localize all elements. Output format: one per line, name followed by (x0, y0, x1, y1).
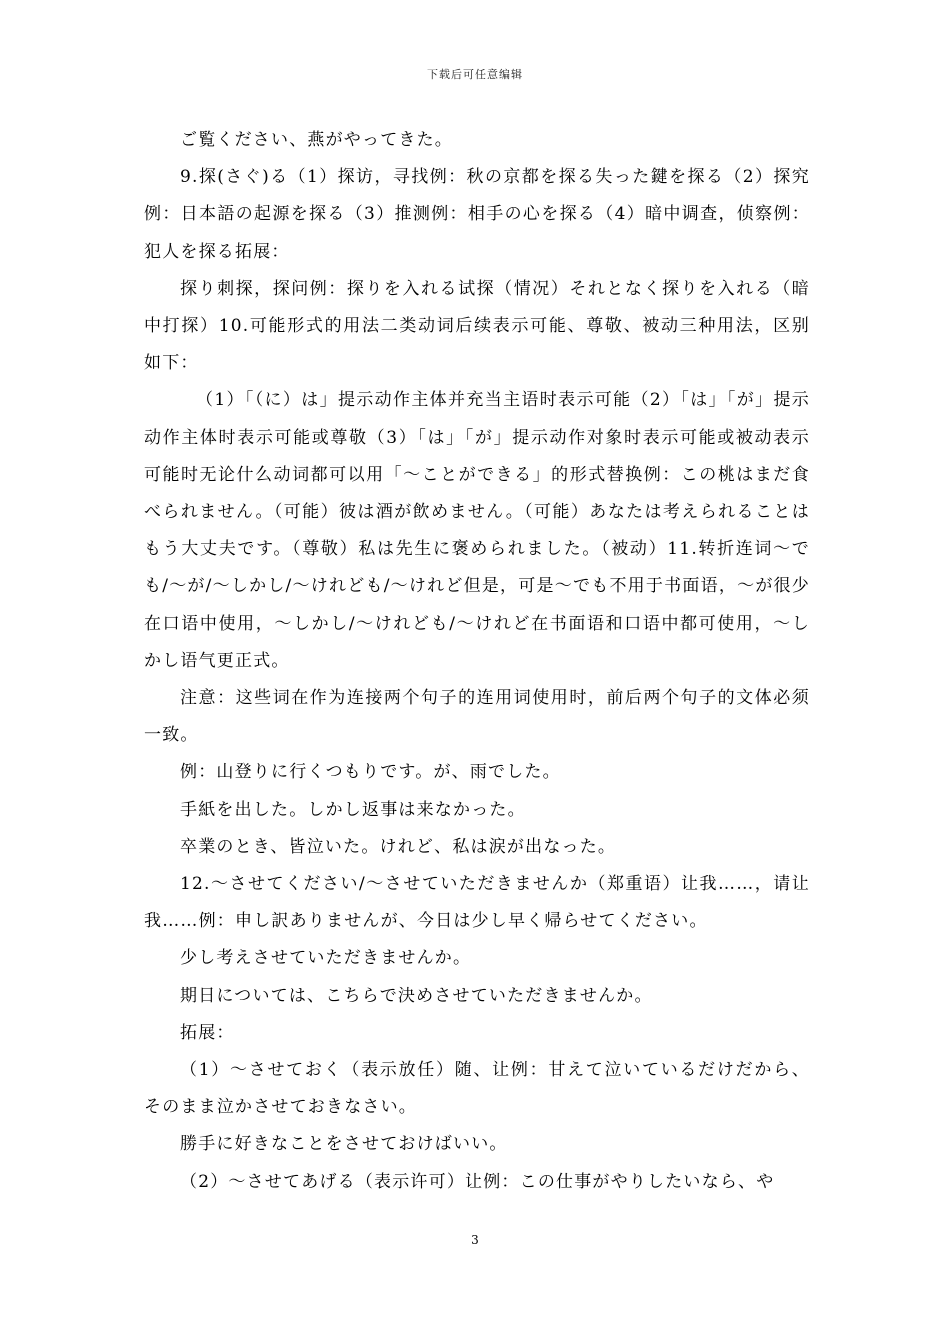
paragraph: 例：山登りに行くつもりです。が、雨でした。 (180, 762, 561, 783)
paragraph: 期日については、こちらで決めさせていただきませんか。 (180, 985, 653, 1006)
paragraph: 探り刺探，探问例：探りを入れる试探（情况）それとなく探りを入れる（暗中打探）10.可能形式的用法二类动词后续表示可能、尊敬、被动三种用法，区别如下： (144, 278, 810, 374)
paragraph: 12.～させてください/～させていただきませんか（郑重语）让我……，请让我……例：申し訳ありませんが、今日は少し早く帰らせてください。 (144, 874, 810, 932)
paragraph: （2）～させてあげる（表示许可）让例：この仕事がやりしたいなら、や (180, 1171, 775, 1192)
paragraph: 拓展： (180, 1022, 235, 1043)
paragraph: 注意：这些词在作为连接两个句子的连用词使用时，前后两个句子的文体必须一致。 (144, 688, 810, 746)
paragraph: 少し考えさせていただきませんか。 (180, 948, 472, 969)
paragraph: 卒業のとき、皆泣いた。けれど、私は涙が出なった。 (180, 836, 617, 857)
document-body (144, 122, 810, 1201)
paragraph: （1）「（に）は」提示动作主体并充当主语时表示可能（2）「は」「が」提示动作主体时表示可能或尊敬（3）「は」「が」提示动作对象时表示可能或被动表示可能时无论什么动词都可以用「～ことができる」的形式替换例：この桃はまだ食べられません。（可能）彼は酒が飲めません。（可能）あなたは考えられることはもう大丈夫です。（尊敬）私は先生に褒められました。（被动）11.转折连词～でも/～が/～しかし/～けれども/～けれど但是，可是～でも不用于书面语，～が很少在口语中使用，～しかし/～けれども/～けれど在书面语和口语中都可使用，～しかし语气更正式。 (144, 390, 810, 671)
paragraph: ご覧ください、燕がやってきた。 (180, 130, 453, 150)
paragraph: 手紙を出した。しかし返事は来なかった。 (180, 799, 526, 820)
page-header: 下载后可任意编辑 (427, 68, 523, 81)
page-number: 3 (471, 1233, 479, 1247)
paragraph: 9.探(さぐ)る（1）探访，寻找例：秋の京都を探る失った鍵を探る（2）探究例：日本語の起源を探る（3）推测例：相手の心を探る（4）暗中调查，侦察例：犯人を探る拓展： (144, 167, 810, 262)
paragraph: （1）～させておく（表示放任）随、让例：甘えて泣いているだけだから、そのまま泣かさせておきなさい。 (144, 1060, 810, 1118)
paragraph: 勝手に好きなことをさせておけばいい。 (180, 1134, 508, 1155)
